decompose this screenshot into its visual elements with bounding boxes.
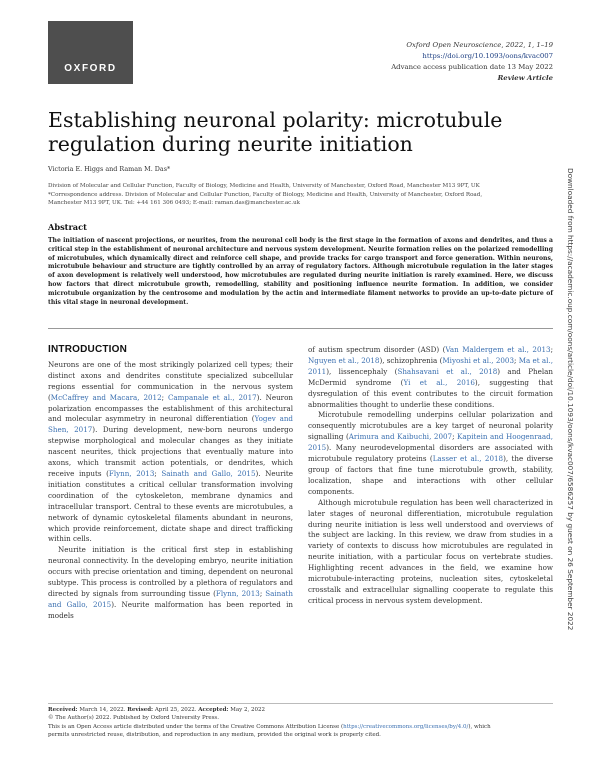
citation-link[interactable]: Flynn, 2013 (215, 588, 260, 598)
citation-link[interactable]: Lasser et al., 2018 (432, 454, 504, 464)
left-column (48, 345, 293, 622)
publisher-logo (48, 21, 133, 84)
citation-link[interactable]: Yi et al., 2016 (403, 377, 475, 387)
paragraph: Microtubule remodelling underpins cellular polarization and consequently microtubules are a key target of neuronal polarity signalling (Arimura and Kaibuchi, 2007; Kapitein and Hoogenraad, 2015). Many neurodevelopmental disorders are associated with microtubule regulatory proteins (Lasser et al., 2018), the diverse group of factors that fine tune microtubule growth, stability, localization, shape and interactions with other cellular components. (308, 410, 553, 496)
copyright: © The Author(s) 2022. Published by Oxford University Press. (48, 715, 219, 722)
citation-link[interactable]: Kapitein and Hoogenraad, 2015 (308, 432, 553, 453)
paragraph: of autism spectrum disorder (ASD) (Van Maldergem et al., 2013; Nguyen et al., 2018), schizophrenia (Miyoshi et al., 2003; Ma et al., 2011), lissencephaly (Shahsavani et al., 2018) and Phelan McDermid syndrome (Yi et al., 2016), suggesting that dysregulation of this event contributes to the circuit formation abnormalities thought to underlie these conditions. (308, 345, 553, 409)
license-link[interactable]: https://creativecommons.org/licenses/by/4.0/ (343, 723, 469, 730)
abstract-text: The initiation of nascent projections, or neurites, from the neuronal cell body is the first stage in the formation of axons and dendrites, and thus a critical step in the establishment of neuronal architecture and nervous system development. Neurite formation relies on the polarized remodelling of microtubules, which dynamically direct and reinforce cell shape, and provide tracks for cargo transport and force generation. Within neurons, microtubule behaviour and structure are tightly controlled by an array of regulatory factors. Although microtubule regulation in the later stages of axon development is relatively well understood, how microtubules are regulated during neurite initiation is rarely examined. Here, we discuss how factors that direct microtubule growth, remodelling, stability and positioning influence neurite formation. In addition, we consider microtubule organization by the centrosome and modulation by the actin and intermediate filament networks to provide an up-to-date picture of this vital stage in neuronal development. (48, 237, 553, 306)
license-line: This is an Open Access article distributed under the terms of the Creative Commons Attribution License (https://creativecommons.org/licenses/by/4.0/), which (48, 723, 491, 730)
logo-text: OXFORD (64, 63, 117, 74)
journal-citation: Oxford Open Neuroscience, 2022, 1, 1–19 (406, 41, 553, 49)
license-line: permits unrestricted reuse, distribution, and reproduction in any medium, provided the original work is properly cited. (48, 732, 381, 739)
citation-link[interactable]: McCaffrey and Macara, 2012 (50, 392, 162, 402)
citation-link[interactable]: Miyoshi et al., 2003 (442, 355, 515, 365)
affiliation-line: *Correspondence address. Division of Molecular and Cellular Function, Faculty of Biology, Medicine and Health, University of Manchester, Oxford Road, (48, 191, 483, 198)
citation-link[interactable]: Flynn, 2013 (108, 468, 155, 478)
section-heading: INTRODUCTION (48, 344, 128, 355)
citation-link[interactable]: Shahsavani et al., 2018 (397, 366, 498, 376)
affiliation-line: Manchester M13 9PT, UK. Tel: +44 161 306 0493; E-mail: raman.das@manchester.ac.uk (48, 200, 301, 207)
citation-link[interactable]: Campanale et al., 2017 (167, 392, 257, 402)
download-note: Downloaded from https://academic.oup.com/oons/article/doi/10.1093/oons/kvac007/6586257 by guest on 26 September 2022 (566, 168, 575, 631)
paragraph: Neurite initiation is the critical first step in establishing neuronal connectivity. In the developing embryo, neurite initiation occurs with precise orientation and timing, dependent on neuronal subtype. This process is controlled by a plethora of regulators and directed by signals from surrounding tissue (Flynn, 2013; Sainath and Gallo, 2015). Neurite malformation has been reported in models (48, 545, 293, 620)
right-column (308, 345, 553, 607)
doi-link[interactable]: https://doi.org/10.1093/oons/kvac007 (422, 52, 553, 60)
citation-link[interactable]: Sainath and Gallo, 2015 (161, 468, 256, 478)
abstract-heading: Abstract (48, 222, 87, 232)
citation-link[interactable]: Arimura and Kaibuchi, 2007 (348, 432, 453, 442)
citation-link[interactable]: Van Maldergem et al., 2013 (445, 345, 551, 354)
authors: Victoria E. Higgs and Raman M. Das* (48, 165, 171, 173)
affiliation-line: Division of Molecular and Cellular Function, Faculty of Biology, Medicine and Health, University of Manchester, Oxford Road, Manchester M13 9PT, UK (48, 183, 480, 189)
citation-link[interactable]: Sainath and Gallo, 2015 (48, 588, 293, 609)
citation-link[interactable]: Nguyen et al., 2018 (308, 355, 380, 365)
footer (48, 706, 558, 740)
divider (48, 328, 553, 329)
citation-link[interactable]: Yogev and Shen, 2017 (48, 414, 293, 435)
footer-divider (48, 703, 553, 704)
dates-line: Received: March 14, 2022. Revised: April 25, 2022. Accepted: May 2, 2022 (48, 707, 265, 713)
article-type: Review Article (497, 74, 553, 82)
advance-access-date: Advance access publication date 13 May 2022 (391, 63, 553, 71)
paragraph: Neurons are one of the most strikingly polarized cell types; their distinct axons and dendrites constitute specialized subcellular regions essential for communication in the nervous system (McCaffrey and Macara, 2012; Campanale et al., 2017). Neuron polarization encompasses the establishment of this architectural and molecular asymmetry in neuronal differentiation (Yogev and Shen, 2017). During development, new-born neurons undergo stepwise morphological and molecular changes as they initiate nascent neurites, thick projections that eventually mature into axons, which transmit action potentials, or dendrites, which receive inputs (Flynn, 2013; Sainath and Gallo, 2015). Neurite initiation constitutes a critical cellular transformation involving coordination of the cytoskeleton, membrane dynamics and intracellular transport. Central to these events are microtubules, a network of dynamic cytoskeletal filaments abundant in neurons, which provide reinforcement, dictate shape and direct trafficking within cells. (48, 359, 293, 544)
article-title: Establishing neuronal polarity: microtubule regulation during neurite initiation (48, 108, 503, 156)
paragraph: Although microtubule regulation has been well characterized in later stages of neuronal differentiation, microtubule regulation during neurite initiation is less well understood and overviews of the subject are lacking. In this review, we draw from studies in a variety of contexts to discuss how microtubules are regulated in neurite initiation, with a particular focus on vertebrate studies. Highlighting recent advances in the field, we examine how microtubule-interacting proteins, nucleation sites, cytoskeletal crosstalk and extracellular signalling cooperate to regulate this critical process in nervous system development. (308, 497, 553, 605)
affiliations (48, 182, 548, 208)
citation-link[interactable]: Ma et al., 2011 (308, 355, 553, 376)
journal-info (391, 40, 553, 84)
